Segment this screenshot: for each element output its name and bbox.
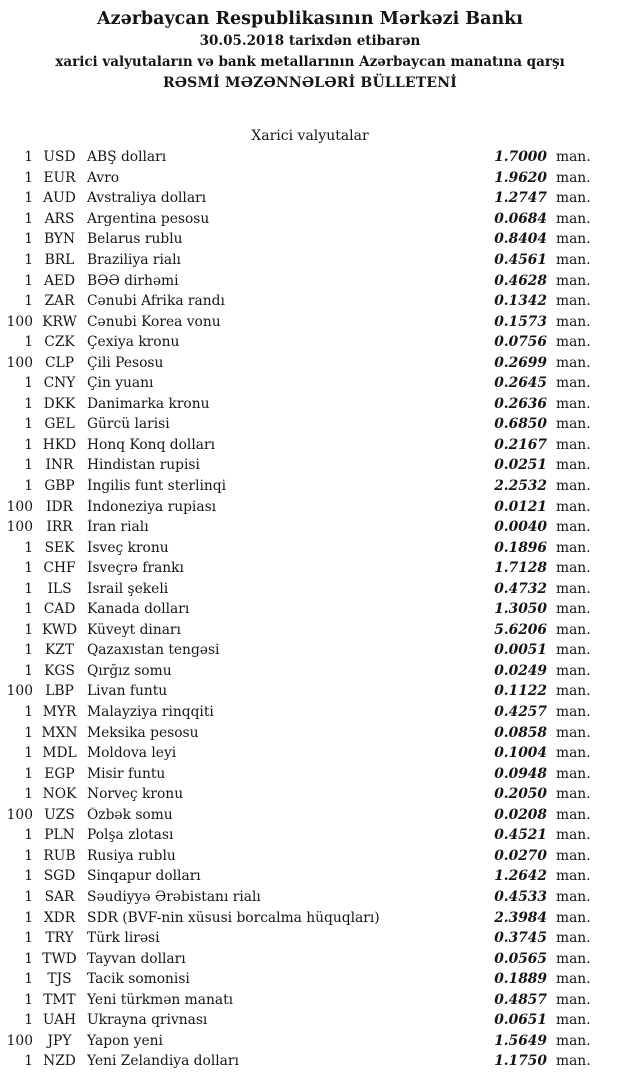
unit-cell: man. xyxy=(556,765,591,782)
rate-row xyxy=(0,496,620,517)
currency-name-cell: Braziliya rialı xyxy=(87,252,181,268)
unit-cell: man. xyxy=(556,334,591,351)
quantity-cell: 100 xyxy=(6,519,33,536)
currency-name-cell: Çexiya kronu xyxy=(87,334,180,351)
quantity-cell: 1 xyxy=(24,827,33,844)
unit-cell: man. xyxy=(556,313,591,330)
unit-cell: man. xyxy=(556,1012,591,1029)
rate-value-cell: 0.2167 xyxy=(494,436,547,453)
unit-cell: man. xyxy=(556,868,591,885)
currency-name-cell: Danimarka kronu xyxy=(87,395,210,412)
currency-name-cell: Norveç kronu xyxy=(87,786,184,803)
quantity-cell: 1 xyxy=(24,375,33,392)
quantity-cell: 100 xyxy=(6,1032,33,1049)
quantity-cell: 100 xyxy=(6,806,33,823)
rate-value-cell: 0.6850 xyxy=(494,416,547,433)
rate-row xyxy=(0,558,620,579)
quantity-cell: 1 xyxy=(24,745,33,762)
quantity-cell: 1 xyxy=(24,888,33,905)
currency-code-cell: BRL xyxy=(44,252,75,268)
rate-value-cell: 0.2645 xyxy=(494,375,547,392)
rate-value-cell: 0.0651 xyxy=(494,1012,547,1029)
rate-row xyxy=(0,969,620,990)
quantity-cell: 1 xyxy=(24,252,33,268)
unit-cell: man. xyxy=(556,190,591,207)
rate-row xyxy=(0,1051,620,1072)
unit-cell: man. xyxy=(556,621,591,638)
quantity-cell: 1 xyxy=(24,786,33,803)
currency-name-cell: Polşa zlotası xyxy=(87,827,174,844)
quantity-cell: 1 xyxy=(24,868,33,885)
currency-name-cell: Avstraliya dolları xyxy=(87,190,207,207)
rate-value-cell: 1.5649 xyxy=(494,1032,547,1049)
unit-cell: man. xyxy=(556,252,591,268)
rate-value-cell: 0.2699 xyxy=(494,354,547,371)
currency-name-cell: Ukrayna qrivnası xyxy=(87,1012,208,1029)
currency-name-cell: Qazaxıstan tengəsi xyxy=(87,642,220,659)
quantity-cell: 1 xyxy=(24,210,33,227)
quantity-cell: 1 xyxy=(24,704,33,721)
currency-name-cell: ABŞ dolları xyxy=(87,149,167,166)
rate-value-cell: 0.4257 xyxy=(494,704,547,721)
currency-code-cell: MXN xyxy=(41,724,78,741)
rate-row xyxy=(0,373,620,394)
currency-name-cell: Meksika pesosu xyxy=(87,724,199,741)
currency-name-cell: Belarus rublu xyxy=(87,231,183,248)
unit-cell: man. xyxy=(556,704,591,721)
unit-cell: man. xyxy=(556,210,591,227)
unit-cell: man. xyxy=(556,601,591,618)
currency-code-cell: IDR xyxy=(46,498,73,515)
currency-name-cell: Argentina pesosu xyxy=(87,210,210,227)
currency-code-cell: JPY xyxy=(47,1032,72,1049)
quantity-cell: 1 xyxy=(24,190,33,207)
quantity-cell: 1 xyxy=(24,293,33,310)
rate-row xyxy=(0,640,620,661)
currency-code-cell: ZAR xyxy=(44,293,75,310)
rate-row xyxy=(0,989,620,1010)
currency-name-cell: Türk lirəsi xyxy=(87,930,160,947)
currency-code-cell: KRW xyxy=(42,313,77,330)
currency-code-cell: DKK xyxy=(43,395,76,412)
currency-code-cell: CHF xyxy=(43,560,76,577)
quantity-cell: 1 xyxy=(24,930,33,947)
rate-value-cell: 5.6206 xyxy=(494,621,547,638)
currency-code-cell: AED xyxy=(43,272,76,289)
quantity-cell: 1 xyxy=(24,724,33,741)
unit-cell: man. xyxy=(556,169,591,186)
currency-name-cell: Çili Pesosu xyxy=(87,354,164,371)
rate-row xyxy=(0,784,620,805)
currency-name-cell: Qırğız somu xyxy=(87,662,172,679)
currency-name-cell: İngilis funt sterlinqi xyxy=(87,478,227,495)
unit-cell: man. xyxy=(556,786,591,803)
currency-name-cell: Sinqapur dolları xyxy=(87,868,201,885)
rate-value-cell: 0.1889 xyxy=(494,971,547,988)
rate-value-cell: 1.1750 xyxy=(494,1053,547,1070)
rate-value-cell: 1.7128 xyxy=(494,560,547,577)
currency-code-cell: HKD xyxy=(42,436,77,453)
currency-name-cell: Tacik somonisi xyxy=(87,971,190,988)
quantity-cell: 1 xyxy=(24,847,33,864)
unit-cell: man. xyxy=(556,293,591,310)
currency-code-cell: UAH xyxy=(42,1012,77,1029)
unit-cell: man. xyxy=(556,745,591,762)
quantity-cell: 1 xyxy=(24,1012,33,1029)
quantity-cell: 100 xyxy=(6,313,33,330)
currency-name-cell: Rusiya rublu xyxy=(87,847,176,864)
rate-value-cell: 0.4533 xyxy=(494,888,547,905)
quantity-cell: 1 xyxy=(24,991,33,1008)
rate-row xyxy=(0,537,620,558)
rate-row xyxy=(0,907,620,928)
unit-cell: man. xyxy=(556,683,591,700)
currency-code-cell: BYN xyxy=(43,231,76,248)
rate-row xyxy=(0,229,620,250)
currency-name-cell: Avro xyxy=(87,169,120,186)
currency-name-cell: Yapon yeni xyxy=(87,1032,163,1049)
rate-row xyxy=(0,352,620,373)
unit-cell: man. xyxy=(556,888,591,905)
rate-value-cell: 0.1004 xyxy=(494,745,547,762)
unit-cell: man. xyxy=(556,436,591,453)
currency-code-cell: RUB xyxy=(43,847,76,864)
rate-value-cell: 1.2642 xyxy=(494,868,547,885)
quantity-cell: 1 xyxy=(24,642,33,659)
unit-cell: man. xyxy=(556,272,591,289)
unit-cell: man. xyxy=(556,580,591,597)
currency-name-cell: Tayvan dolları xyxy=(87,950,186,967)
rate-row xyxy=(0,702,620,723)
currency-name-cell: Honq Konq dolları xyxy=(87,436,215,453)
rate-value-cell: 2.3984 xyxy=(494,909,547,926)
unit-cell: man. xyxy=(556,847,591,864)
bank-title: Azərbaycan Respublikasının Mərkəzi Bankı xyxy=(97,9,523,29)
unit-cell: man. xyxy=(556,498,591,515)
currency-name-cell: İsveçrə frankı xyxy=(87,560,184,577)
currency-name-cell: Yeni türkmən manatı xyxy=(87,991,234,1008)
rate-value-cell: 0.4561 xyxy=(494,252,547,268)
rate-row xyxy=(0,414,620,435)
currency-name-cell: Kanada dolları xyxy=(87,601,190,618)
currency-code-cell: UZS xyxy=(44,806,75,823)
currency-name-cell: İndoneziya rupiası xyxy=(87,498,217,515)
unit-cell: man. xyxy=(556,416,591,433)
currency-code-cell: CAD xyxy=(43,601,76,618)
currency-name-cell: Yeni Zelandiya dolları xyxy=(87,1053,239,1070)
rate-value-cell: 0.0858 xyxy=(494,724,547,741)
rate-value-cell: 0.0756 xyxy=(494,334,547,351)
rate-row xyxy=(0,887,620,908)
quantity-cell: 1 xyxy=(24,478,33,495)
quantity-cell: 100 xyxy=(6,354,33,371)
currency-code-cell: AUD xyxy=(43,190,76,207)
rate-value-cell: 1.9620 xyxy=(494,169,547,186)
currency-code-cell: XDR xyxy=(43,909,76,926)
currency-code-cell: TJS xyxy=(47,971,72,988)
currency-code-cell: LBP xyxy=(45,683,74,700)
rate-row xyxy=(0,209,620,230)
rate-row xyxy=(0,825,620,846)
unit-cell: man. xyxy=(556,971,591,988)
quantity-cell: 1 xyxy=(24,416,33,433)
rate-value-cell: 0.4628 xyxy=(494,272,547,289)
quantity-cell: 1 xyxy=(24,950,33,967)
rate-row xyxy=(0,578,620,599)
rate-row xyxy=(0,681,620,702)
section-title-foreign-currencies: Xarici valyutalar xyxy=(251,128,369,144)
rate-row xyxy=(0,476,620,497)
unit-cell: man. xyxy=(556,827,591,844)
quantity-cell: 1 xyxy=(24,539,33,556)
currency-name-cell: Hindistan rupisi xyxy=(87,457,200,474)
currency-code-cell: USD xyxy=(43,149,76,166)
unit-cell: man. xyxy=(556,354,591,371)
rate-value-cell: 0.1896 xyxy=(494,539,547,556)
currency-code-cell: TWD xyxy=(42,950,77,967)
rate-row xyxy=(0,188,620,209)
unit-cell: man. xyxy=(556,930,591,947)
currency-code-cell: ILS xyxy=(47,580,72,597)
rate-value-cell: 0.4521 xyxy=(494,827,547,844)
rate-row xyxy=(0,1031,620,1052)
quantity-cell: 1 xyxy=(24,395,33,412)
currency-code-cell: CZK xyxy=(44,334,75,351)
rate-value-cell: 1.3050 xyxy=(494,601,547,618)
quantity-cell: 1 xyxy=(24,1053,33,1070)
quantity-cell: 1 xyxy=(24,662,33,679)
rate-row xyxy=(0,928,620,949)
rate-row xyxy=(0,722,620,743)
rate-value-cell: 0.0684 xyxy=(494,210,547,227)
rate-value-cell: 0.1122 xyxy=(494,683,547,700)
rate-row xyxy=(0,1010,620,1031)
unit-cell: man. xyxy=(556,395,591,412)
currency-name-cell: Cənubi Korea vonu xyxy=(87,313,221,330)
currency-name-cell: Gürcü larisi xyxy=(87,416,170,433)
rate-value-cell: 0.4857 xyxy=(494,991,547,1008)
quantity-cell: 1 xyxy=(24,580,33,597)
rate-row xyxy=(0,599,620,620)
unit-cell: man. xyxy=(556,519,591,536)
currency-name-cell: BƏƏ dirhəmi xyxy=(87,272,179,289)
rate-row xyxy=(0,394,620,415)
currency-code-cell: NZD xyxy=(43,1053,76,1070)
currency-code-cell: EGP xyxy=(44,765,75,782)
rate-row xyxy=(0,661,620,682)
currency-name-cell: İsveç kronu xyxy=(87,539,169,556)
rate-value-cell: 0.2050 xyxy=(494,786,547,803)
rate-row xyxy=(0,620,620,641)
rate-value-cell: 0.0565 xyxy=(494,950,547,967)
rate-row xyxy=(0,270,620,291)
currency-name-cell: Malayziya rinqqiti xyxy=(87,704,214,721)
quantity-cell: 100 xyxy=(6,498,33,515)
currency-code-cell: NOK xyxy=(42,786,77,803)
bulletin-subtitle: xarici valyutaların və bank metallarının Azərbaycan manatına qarşı xyxy=(55,54,565,70)
unit-cell: man. xyxy=(556,231,591,248)
currency-code-cell: KWD xyxy=(41,621,78,638)
currency-code-cell: IRR xyxy=(46,519,73,536)
rate-row xyxy=(0,846,620,867)
unit-cell: man. xyxy=(556,457,591,474)
rate-value-cell: 0.0270 xyxy=(494,847,547,864)
rate-value-cell: 0.4732 xyxy=(494,580,547,597)
unit-cell: man. xyxy=(556,909,591,926)
rate-value-cell: 0.0249 xyxy=(494,662,547,679)
effective-date-line: 30.05.2018 tarixdən etibarən xyxy=(199,33,421,49)
rate-row xyxy=(0,948,620,969)
bulletin-title: RƏSMİ MƏZƏNNƏLƏRİ BÜLLETENİ xyxy=(162,75,458,91)
unit-cell: man. xyxy=(556,642,591,659)
quantity-cell: 1 xyxy=(24,149,33,166)
currency-name-cell: Livan funtu xyxy=(87,683,168,700)
currency-code-cell: KZT xyxy=(44,642,75,659)
currency-code-cell: TMT xyxy=(43,991,76,1008)
currency-code-cell: GBP xyxy=(44,478,75,495)
quantity-cell: 1 xyxy=(24,231,33,248)
unit-cell: man. xyxy=(556,724,591,741)
currency-code-cell: KGS xyxy=(44,662,75,679)
quantity-cell: 1 xyxy=(24,334,33,351)
rate-value-cell: 2.2532 xyxy=(494,478,547,495)
currency-name-cell: Səudiyyə Ərəbistanı rialı xyxy=(87,888,261,905)
unit-cell: man. xyxy=(556,375,591,392)
rate-row xyxy=(0,435,620,456)
unit-cell: man. xyxy=(556,1032,591,1049)
rate-row xyxy=(0,168,620,189)
currency-code-cell: SEK xyxy=(44,539,75,556)
quantity-cell: 1 xyxy=(24,909,33,926)
rate-row xyxy=(0,743,620,764)
rate-row xyxy=(0,147,620,168)
quantity-cell: 1 xyxy=(24,765,33,782)
rate-row xyxy=(0,291,620,312)
rate-row xyxy=(0,805,620,826)
unit-cell: man. xyxy=(556,539,591,556)
currency-code-cell: SGD xyxy=(43,868,76,885)
rate-row xyxy=(0,250,620,271)
rate-row xyxy=(0,866,620,887)
currency-code-cell: MYR xyxy=(42,704,77,721)
quantity-cell: 1 xyxy=(24,457,33,474)
unit-cell: man. xyxy=(556,560,591,577)
currency-code-cell: CLP xyxy=(44,354,74,371)
rate-value-cell: 1.2747 xyxy=(494,190,547,207)
rate-value-cell: 0.1573 xyxy=(494,313,547,330)
rate-value-cell: 1.7000 xyxy=(494,149,547,166)
unit-cell: man. xyxy=(556,478,591,495)
rate-row xyxy=(0,455,620,476)
quantity-cell: 100 xyxy=(6,683,33,700)
currency-code-cell: EUR xyxy=(43,169,76,186)
currency-name-cell: İsrail şekeli xyxy=(87,580,169,597)
currency-code-cell: MDL xyxy=(42,745,77,762)
rate-value-cell: 0.0040 xyxy=(494,519,547,536)
rate-value-cell: 0.2636 xyxy=(494,395,547,412)
currency-name-cell: Özbək somu xyxy=(87,806,173,823)
quantity-cell: 1 xyxy=(24,621,33,638)
quantity-cell: 1 xyxy=(24,971,33,988)
unit-cell: man. xyxy=(556,950,591,967)
rate-value-cell: 0.0208 xyxy=(494,806,547,823)
currency-name-cell: Çin yuanı xyxy=(87,375,154,392)
rate-value-cell: 0.0251 xyxy=(494,457,547,474)
unit-cell: man. xyxy=(556,149,591,166)
rate-value-cell: 0.3745 xyxy=(494,930,547,947)
currency-code-cell: CNY xyxy=(43,375,76,392)
rate-value-cell: 0.0121 xyxy=(494,498,547,515)
rate-value-cell: 0.0948 xyxy=(494,765,547,782)
rate-value-cell: 0.8404 xyxy=(494,231,547,248)
rate-value-cell: 0.1342 xyxy=(494,293,547,310)
currency-name-cell: Moldova leyi xyxy=(87,745,177,762)
rate-value-cell: 0.0051 xyxy=(494,642,547,659)
rate-row xyxy=(0,517,620,538)
quantity-cell: 1 xyxy=(24,436,33,453)
rate-row xyxy=(0,332,620,353)
currency-name-cell: SDR (BVF-nin xüsusi borcalma hüquqları) xyxy=(87,909,380,926)
currency-name-cell: Cənubi Afrika randı xyxy=(87,293,225,310)
currency-code-cell: GEL xyxy=(44,416,75,433)
currency-name-cell: İran rialı xyxy=(87,519,149,536)
rate-row xyxy=(0,763,620,784)
currency-code-cell: INR xyxy=(45,457,74,474)
currency-code-cell: ARS xyxy=(44,210,75,227)
quantity-cell: 1 xyxy=(24,169,33,186)
rates-table xyxy=(0,147,620,1072)
unit-cell: man. xyxy=(556,991,591,1008)
currency-code-cell: TRY xyxy=(45,930,74,947)
rate-row xyxy=(0,311,620,332)
currency-code-cell: PLN xyxy=(44,827,75,844)
currency-code-cell: SAR xyxy=(44,888,75,905)
quantity-cell: 1 xyxy=(24,560,33,577)
unit-cell: man. xyxy=(556,806,591,823)
currency-name-cell: Küveyt dinarı xyxy=(87,621,181,638)
unit-cell: man. xyxy=(556,662,591,679)
unit-cell: man. xyxy=(556,1053,591,1070)
quantity-cell: 1 xyxy=(24,272,33,289)
quantity-cell: 1 xyxy=(24,601,33,618)
currency-name-cell: Misir funtu xyxy=(87,765,166,782)
